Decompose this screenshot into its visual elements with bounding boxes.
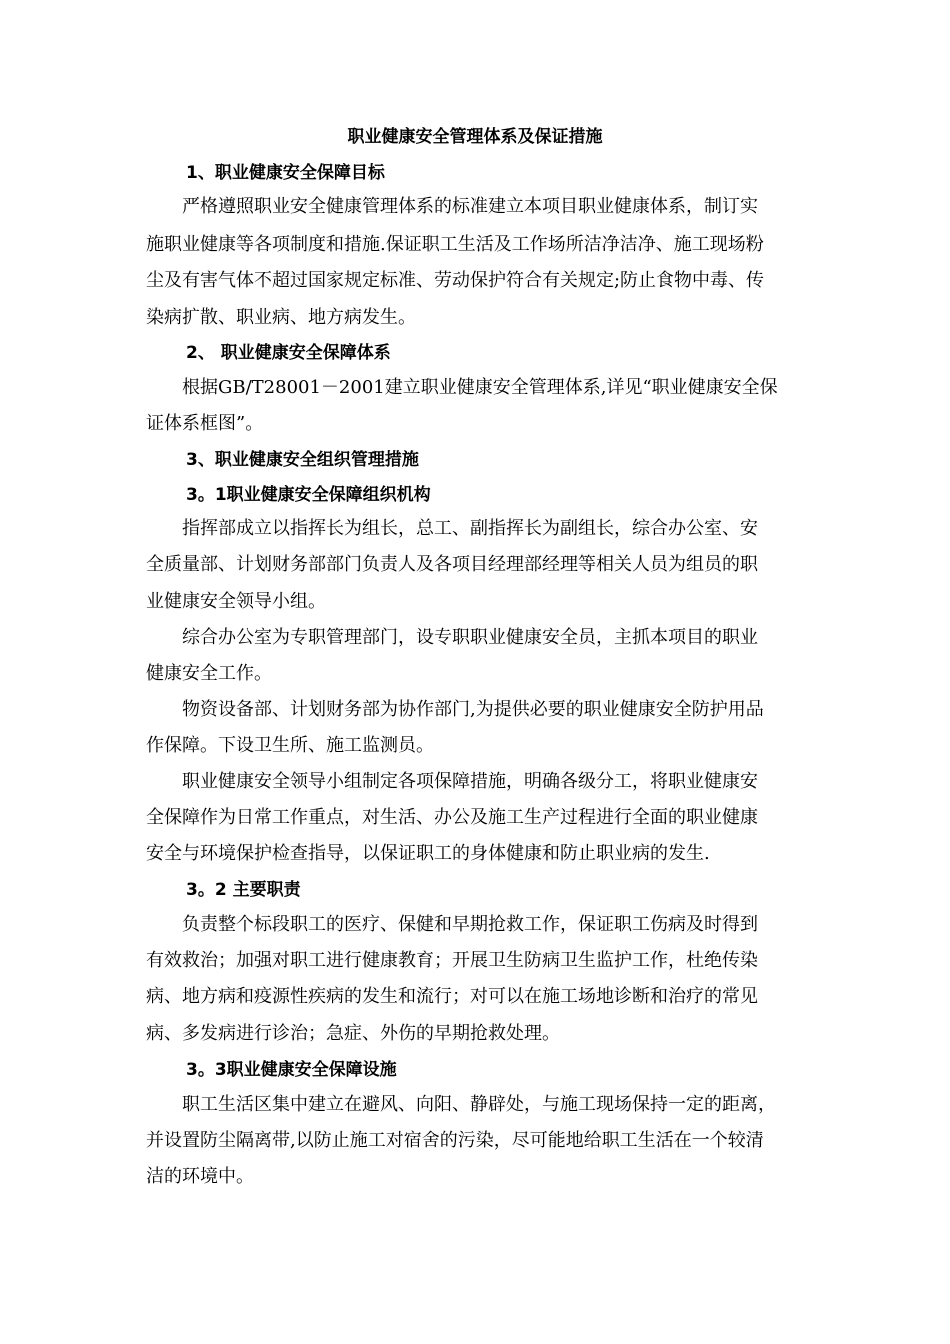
paragraph-line: 安全与环境保护检查指导，以保证职工的身体健康和防止职业病的发生. xyxy=(146,843,710,864)
section-heading: 2、 职业健康安全保障体系 xyxy=(186,343,391,363)
paragraph-line: 全保障作为日常工作重点，对生活、办公及施工生产过程进行全面的职业健康 xyxy=(146,807,758,828)
paragraph-line: 病、地方病和疫源性疾病的发生和流行；对可以在施工场地诊断和治疗的常见 xyxy=(146,986,758,1007)
section-heading: 1、职业健康安全保障目标 xyxy=(186,163,385,183)
paragraph-line: 全质量部、计划财务部部门负责人及各项目经理部经理等相关人员为组员的职 xyxy=(146,554,758,575)
section-heading: 3。3职业健康安全保障设施 xyxy=(186,1060,397,1080)
paragraph-line: 负责整个标段职工的医疗、保健和早期抢救工作，保证职工伤病及时得到 xyxy=(182,914,758,935)
paragraph-line: 证体系框图”。 xyxy=(146,413,264,434)
paragraph-line: 业健康安全领导小组。 xyxy=(146,591,326,612)
section-heading: 3。1职业健康安全保障组织机构 xyxy=(186,485,431,505)
paragraph-line: 职工生活区集中建立在避风、向阳、静辟处，与施工现场保持一定的距离， xyxy=(182,1094,776,1115)
paragraph-line: 综合办公室为专职管理部门，设专职职业健康安全员，主抓本项目的职业 xyxy=(182,627,758,648)
paragraph-line: 作保障。下设卫生所、施工监测员。 xyxy=(146,735,434,756)
paragraph-line: 尘及有害气体不超过国家规定标准、劳动保护符合有关规定;防止食物中毒、传 xyxy=(146,270,765,291)
paragraph-line: 职业健康安全领导小组制定各项保障措施，明确各级分工，将职业健康安 xyxy=(182,771,758,792)
paragraph-line: 病、多发病进行诊治；急症、外伤的早期抢救处理。 xyxy=(146,1023,560,1044)
document-title: 职业健康安全管理体系及保证措施 xyxy=(347,127,603,147)
paragraph-line: 指挥部成立以指挥长为组长，总工、副指挥长为副组长，综合办公室、安 xyxy=(182,518,758,539)
paragraph-line: 并设置防尘隔离带,以防止施工对宿舍的污染，尽可能地给职工生活在一个较清 xyxy=(146,1130,764,1151)
section-heading: 3。2 主要职责 xyxy=(186,880,301,900)
paragraph-line: 洁的环境中。 xyxy=(146,1166,254,1187)
paragraph-line: 健康安全工作。 xyxy=(146,663,272,684)
paragraph-line: 施职业健康等各项制度和措施.保证职工生活及工作场所洁净洁净、施工现场粉 xyxy=(146,234,764,255)
paragraph-line: 严格遵照职业安全健康管理体系的标准建立本项目职业健康体系，制订实 xyxy=(182,196,758,217)
paragraph-line: 染病扩散、职业病、地方病发生。 xyxy=(146,307,416,328)
paragraph-line: 有效救治；加强对职工进行健康教育；开展卫生防病卫生监护工作，杜绝传染 xyxy=(146,950,758,971)
paragraph-line: 物资设备部、计划财务部为协作部门,为提供必要的职业健康安全防护用品 xyxy=(182,699,764,720)
paragraph-line: 根据GB/T28001－2001建立职业健康安全管理体系,详见“职业健康安全保 xyxy=(182,377,778,398)
section-heading: 3、职业健康安全组织管理措施 xyxy=(186,450,419,470)
